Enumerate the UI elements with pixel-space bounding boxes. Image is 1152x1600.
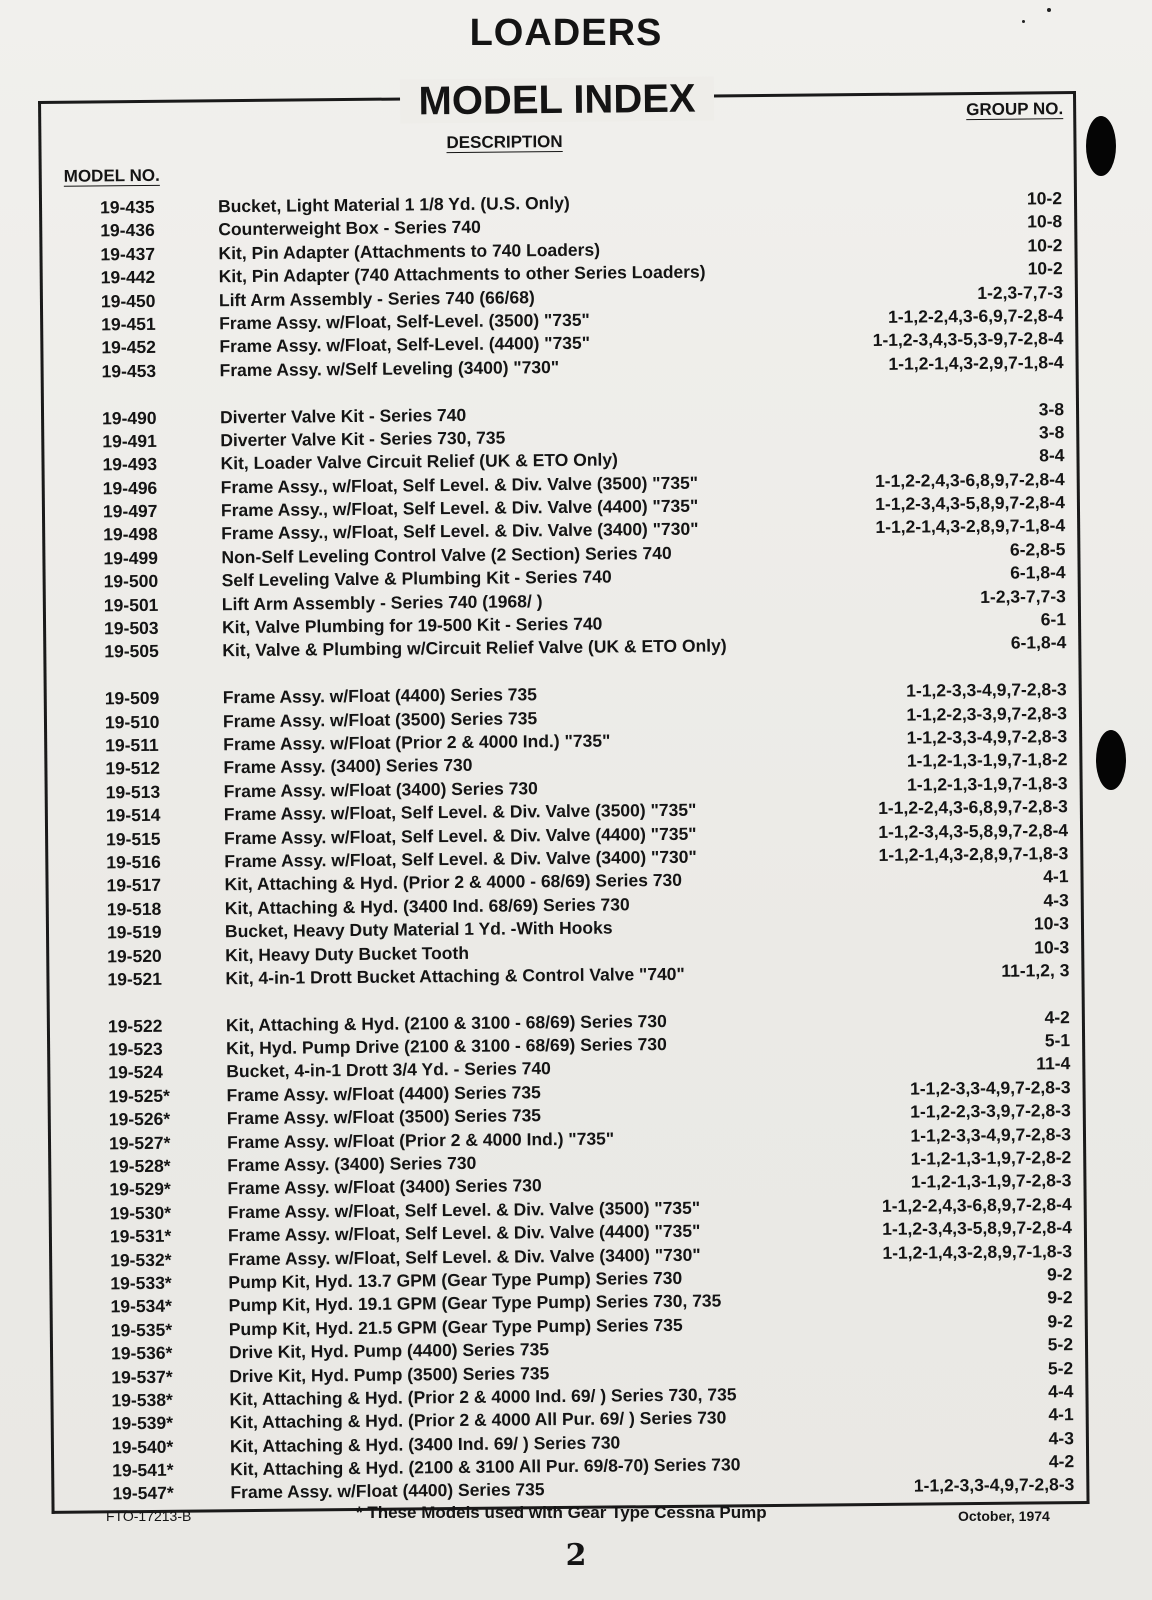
model-number: 19-533* — [110, 1272, 172, 1294]
group-number: 6-1,8-4 — [1010, 632, 1067, 654]
group-number: 4-3 — [1048, 1427, 1074, 1449]
group-number: 11-4 — [1036, 1053, 1071, 1074]
description: Frame Assy., w/Float, Self Level. & Div. Valve (4400) "735" — [220, 495, 699, 521]
model-number: 19-497 — [102, 500, 158, 522]
model-number: 19-511 — [105, 734, 159, 756]
description: Frame Assy. w/Float, Self-Level. (3500) "735" — [219, 309, 590, 334]
description: Frame Assy. w/Float (3400) Series 730 — [227, 1175, 542, 1199]
group-number: 10-3 — [1033, 913, 1070, 934]
description: Kit, Attaching & Hyd. (2100 & 3100 - 68/69) Series 730 — [225, 1010, 667, 1035]
description: Diverter Valve Kit - Series 730, 735 — [220, 427, 506, 451]
group-number: 4-2 — [1048, 1451, 1075, 1472]
description: Pump Kit, Hyd. 21.5 GPM (Gear Type Pump) Series 735 — [228, 1314, 683, 1339]
group-number: 1-1,2-1,4,3-2,9,7-1,8-4 — [888, 351, 1064, 374]
group-number: 1-2,3-7,7-3 — [977, 281, 1063, 303]
punch-hole — [1086, 116, 1116, 176]
group-number: 9-2 — [1047, 1287, 1073, 1308]
model-number: 19-437 — [100, 243, 156, 265]
description: Frame Assy. w/Float, Self Level. & Div. Valve (3400) "730" — [228, 1244, 701, 1269]
model-number: 19-452 — [101, 337, 156, 358]
description: Bucket, 4-in-1 Drott 3/4 Yd. - Series 740 — [226, 1058, 551, 1082]
group-number: 1-1,2-1,4,3-2,8,9,7-1,8-3 — [878, 843, 1069, 865]
model-number: 19-451 — [101, 313, 156, 335]
description: Lift Arm Assembly - Series 740 (66/68) — [218, 286, 535, 310]
description: Kit, 4-in-1 Drott Bucket Attaching & Control Valve "740" — [225, 963, 685, 989]
model-number: 19-519 — [106, 921, 162, 943]
model-number: 19-453 — [101, 360, 157, 382]
group-number: 10-2 — [1027, 258, 1063, 279]
column-header-model: MODEL NO. — [63, 165, 160, 186]
description: Bucket, Light Material 1 1/8 Yd. (U.S. Only) — [217, 192, 570, 217]
description: Kit, Hyd. Pump Drive (2100 & 3100 - 68/69) Series 730 — [226, 1034, 667, 1059]
model-number: 19-442 — [100, 267, 156, 288]
group-number: 1-1,2-1,3-1,9,7-1,8-2 — [906, 749, 1068, 772]
description: Pump Kit, Hyd. 13.7 GPM (Gear Type Pump) Series 730 — [228, 1267, 683, 1293]
model-number: 19-518 — [106, 898, 162, 920]
model-number: 19-509 — [104, 688, 160, 709]
group-number: 9-2 — [1046, 1264, 1073, 1285]
model-number: 19-513 — [105, 781, 161, 803]
description: Kit, Attaching & Hyd. (Prior 2 & 4000 All Pur. 69/ ) Series 730 — [229, 1407, 727, 1433]
group-number: 4-4 — [1048, 1381, 1074, 1402]
description: Frame Assy. w/Float (4400) Series 735 — [226, 1082, 541, 1106]
model-number: 19-490 — [101, 407, 157, 428]
description: Non-Self Leveling Control Valve (2 Section) Series 740 — [221, 542, 672, 568]
model-number: 19-531* — [109, 1225, 172, 1247]
description: Frame Assy. w/Float (3500) Series 735 — [222, 707, 538, 731]
description: Kit, Heavy Duty Bucket Tooth — [225, 942, 470, 965]
group-number: 10-8 — [1027, 211, 1063, 232]
description: Frame Assy. w/Float (Prior 2 & 4000 Ind.) "735" — [223, 730, 611, 755]
description: Frame Assy. w/Float, Self Level. & Div. Valve (3500) "735" — [227, 1197, 701, 1223]
group-number: 1-1,2-3,4,3-5,8,9,7-2,8-4 — [875, 492, 1066, 515]
model-number: 19-512 — [105, 758, 161, 779]
description: Frame Assy. w/Float (3400) Series 730 — [223, 777, 538, 801]
group-number: 1-1,2-2,4,3-6,8,9,7-2,8-4 — [874, 468, 1065, 491]
section-title: LOADERS — [469, 12, 663, 54]
model-number: 19-537* — [111, 1366, 173, 1387]
description: Frame Assy. w/Float, Self Level. & Div. Valve (3500) "735" — [223, 799, 697, 825]
group-number: 1-1,2-2,4,3-6,8,9,7-2,8-4 — [881, 1193, 1072, 1216]
model-index-table — [42, 187, 1087, 1507]
group-number: 1-1,2-3,3-4,9,7-2,8-3 — [913, 1474, 1075, 1497]
model-number: 19-530* — [109, 1202, 172, 1224]
group-number: 1-1,2-1,4,3-2,8,9,7-1,8-3 — [882, 1240, 1073, 1263]
model-number: 19-514 — [105, 804, 161, 826]
group-number: 1-1,2-1,3-1,9,7-2,8-3 — [910, 1170, 1072, 1193]
model-number: 19-516 — [106, 851, 161, 873]
index-title — [41, 73, 1073, 128]
description: Kit, Attaching & Hyd. (3400 Ind. 69/ ) Series 730 — [229, 1432, 621, 1456]
model-number: 19-538* — [111, 1389, 173, 1411]
group-number: 4-2 — [1044, 1006, 1070, 1028]
description: Kit, Loader Valve Circuit Relief (UK & ETO Only) — [220, 449, 618, 474]
description: Pump Kit, Hyd. 19.1 GPM (Gear Type Pump) Series 730, 735 — [228, 1290, 722, 1316]
model-number: 19-534* — [110, 1296, 173, 1317]
group-number: 3-8 — [1038, 422, 1065, 443]
description: Frame Assy., w/Float, Self Level. & Div. Valve (3400) "730" — [221, 519, 699, 544]
description: Frame Assy. w/Float (4400) Series 735 — [230, 1479, 545, 1503]
description: Kit, Pin Adapter (740 Attachments to other Series Loaders) — [218, 261, 706, 287]
group-number: 10-2 — [1026, 188, 1063, 209]
speck — [1047, 8, 1051, 12]
description: Kit, Attaching & Hyd. (3400 Ind. 68/69) Series 730 — [224, 894, 630, 918]
model-number: 19-522 — [107, 1015, 163, 1037]
index-title-text: MODEL INDEX — [400, 76, 713, 123]
group-number: 10-3 — [1034, 936, 1070, 957]
group-number: 1-1,2-1,4,3-2,8,9,7-1,8-4 — [875, 515, 1066, 538]
description: Diverter Valve Kit - Series 740 — [219, 404, 467, 427]
group-number: 1-1,2-3,4,3-5,8,9,7-2,8-4 — [878, 819, 1069, 842]
description: Kit, Pin Adapter (Attachments to 740 Loaders) — [218, 239, 601, 264]
group-number: 6-1,8-4 — [1010, 562, 1066, 583]
document-code: FTO-17213-B — [106, 1508, 192, 1524]
group-number: 4-1 — [1048, 1404, 1074, 1425]
column-header-description: DESCRIPTION — [446, 131, 563, 153]
description: Frame Assy. w/Float, Self Level. & Div. Valve (4400) "735" — [227, 1220, 701, 1246]
group-number: 1-1,2-3,3-4,9,7-2,8-3 — [906, 679, 1067, 701]
group-number: 5-2 — [1047, 1357, 1074, 1378]
model-number: 19-525* — [108, 1085, 170, 1107]
model-number: 19-436 — [100, 220, 155, 241]
model-number: 19-501 — [103, 594, 159, 616]
model-index-frame — [38, 76, 1090, 1514]
group-number: 5-2 — [1047, 1334, 1074, 1355]
description: Bucket, Heavy Duty Material 1 Yd. -With Hooks — [224, 917, 613, 942]
model-number: 19-503 — [103, 617, 159, 639]
group-number: 1-1,2-3,3-4,9,7-2,8-3 — [906, 726, 1068, 748]
description: Kit, Valve & Plumbing w/Circuit Relief Valve (UK & ETO Only) — [222, 635, 727, 661]
group-number: 1-1,2-1,3-1,9,7-1,8-3 — [907, 772, 1068, 795]
description: Kit, Valve Plumbing for 19-500 Kit - Series 740 — [221, 613, 603, 638]
publication-date: October, 1974 — [958, 1508, 1050, 1524]
group-number: 1-1,2-2,4,3-6,9,7-2,8-4 — [887, 305, 1064, 327]
model-number: 19-535* — [110, 1319, 173, 1341]
group-number: 1-1,2-2,4,3-6,8,9,7-2,8-3 — [878, 796, 1068, 819]
speck — [1022, 20, 1025, 23]
model-number: 19-520 — [107, 945, 162, 966]
model-number: 19-435 — [99, 196, 155, 218]
model-number: 19-493 — [102, 454, 158, 475]
group-number: 1-1,2-3,3-4,9,7-2,8-3 — [910, 1123, 1072, 1146]
punch-hole — [1096, 730, 1126, 790]
description: Lift Arm Assembly - Series 740 (1968/ ) — [221, 590, 543, 614]
page-number: 2 — [565, 1538, 587, 1573]
description: Drive Kit, Hyd. Pump (4400) Series 735 — [228, 1339, 550, 1363]
group-number: 1-1,2-3,4,3-5,3-9,7-2,8-4 — [872, 328, 1064, 351]
model-number: 19-517 — [106, 875, 162, 896]
group-number: 1-2,3-7,7-3 — [980, 585, 1066, 607]
description: Frame Assy. w/Float (Prior 2 & 4000 Ind.) "735" — [226, 1128, 615, 1152]
description: Frame Assy. (3400) Series 730 — [223, 755, 473, 778]
model-number: 19-527* — [108, 1132, 171, 1153]
column-header-group: GROUP NO. — [966, 99, 1064, 120]
model-number: 19-521 — [107, 968, 163, 990]
model-number: 19-528* — [109, 1155, 171, 1177]
model-number: 19-539* — [111, 1413, 174, 1434]
description: Frame Assy. w/Float, Self Level. & Div. Valve (3400) "730" — [224, 846, 697, 872]
group-number: 1-1,2-1,3-1,9,7-2,8-2 — [910, 1147, 1072, 1169]
model-number: 19-541* — [112, 1459, 174, 1481]
group-number: 4-3 — [1043, 889, 1069, 911]
group-number: 6-2,8-5 — [1009, 539, 1066, 560]
group-number: 3-8 — [1038, 398, 1065, 419]
description: Frame Assy. w/Float (3500) Series 735 — [226, 1105, 542, 1129]
model-number: 19-536* — [110, 1342, 173, 1364]
model-number: 19-529* — [109, 1179, 171, 1200]
model-number: 19-526* — [108, 1108, 171, 1130]
group-number: 10-2 — [1027, 234, 1063, 256]
model-number: 19-523 — [108, 1038, 163, 1060]
group-number: 9-2 — [1047, 1310, 1073, 1332]
group-number: 8-4 — [1039, 445, 1065, 466]
model-number: 19-498 — [103, 524, 158, 545]
group-number: 5-1 — [1044, 1030, 1071, 1051]
description: Counterweight Box - Series 740 — [218, 217, 481, 240]
model-number: 19-510 — [104, 711, 160, 732]
group-number: 1-1,2-2,3-3,9,7-2,8-3 — [906, 702, 1068, 725]
group-number: 1-1,2-3,4,3-5,8,9,7-2,8-4 — [882, 1217, 1072, 1240]
group-number: 4-1 — [1043, 866, 1069, 887]
description: Frame Assy. w/Float, Self-Level. (4400) "735" — [219, 333, 591, 357]
model-number: 19-547* — [112, 1483, 174, 1504]
description: Frame Assy. (3400) Series 730 — [227, 1152, 477, 1176]
model-number: 19-499 — [103, 547, 159, 569]
model-number: 19-500 — [103, 571, 159, 592]
description: Kit, Attaching & Hyd. (Prior 2 & 4000 - 68/69) Series 730 — [224, 870, 683, 895]
footnote: * These Models used with Gear Type Cessna Pump — [356, 1503, 767, 1522]
description: Frame Assy., w/Float, Self Level. & Div. Valve (3500) "735" — [220, 472, 699, 497]
group-number: 1-1,2-2,3-3,9,7-2,8-3 — [910, 1100, 1071, 1122]
model-number: 19-515 — [106, 828, 161, 849]
model-number: 19-524 — [108, 1062, 163, 1083]
group-number: 6-1 — [1040, 609, 1067, 630]
model-number: 19-540* — [111, 1436, 174, 1458]
model-number: 19-532* — [110, 1249, 172, 1270]
model-number: 19-496 — [102, 477, 158, 499]
description: Frame Assy. w/Float (4400) Series 735 — [222, 684, 538, 708]
group-number: 11-1,2, 3 — [1001, 960, 1070, 981]
description: Frame Assy. w/Self Leveling (3400) "730" — [219, 356, 560, 380]
description: Kit, Attaching & Hyd. (Prior 2 & 4000 Ind. 69/ ) Series 730, 735 — [229, 1384, 737, 1410]
description: Self Leveling Valve & Plumbing Kit - Series 740 — [221, 566, 612, 591]
group-number: 1-1,2-3,3-4,9,7-2,8-3 — [909, 1076, 1071, 1099]
model-number: 19-491 — [102, 430, 157, 452]
description: Frame Assy. w/Float, Self Level. & Div. Valve (4400) "735" — [224, 823, 697, 848]
model-number: 19-505 — [104, 641, 159, 662]
description: Drive Kit, Hyd. Pump (3500) Series 735 — [229, 1362, 550, 1386]
model-number: 19-450 — [100, 290, 156, 311]
description: Kit, Attaching & Hyd. (2100 & 3100 All Pur. 69/8-70) Series 730 — [230, 1454, 741, 1480]
